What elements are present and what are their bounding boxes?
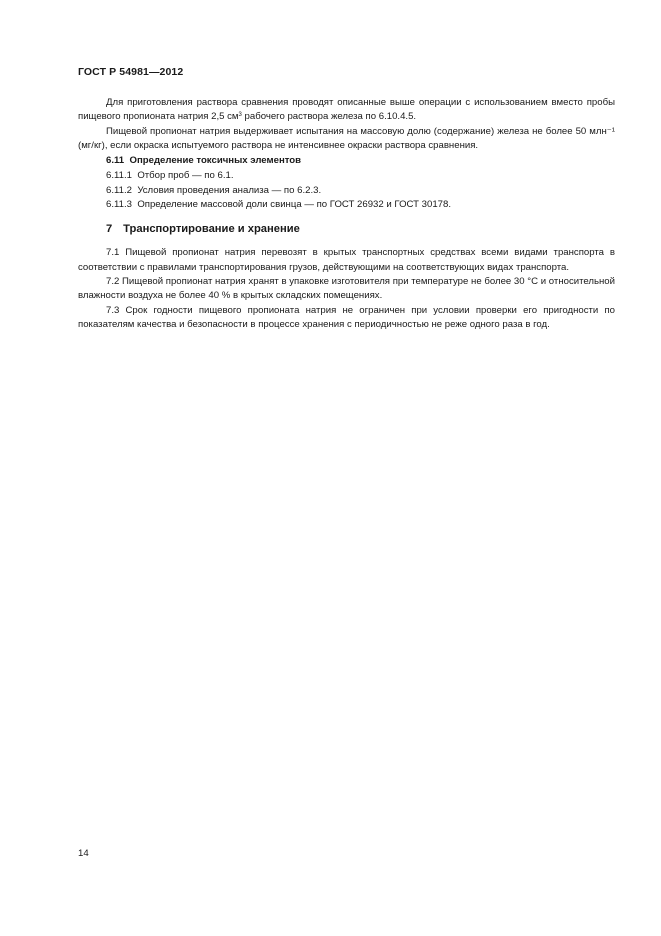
page-number: 14: [78, 848, 89, 859]
paragraph-text: рабочего раствора железа по 6.10.4.5.: [241, 111, 417, 123]
subsection-item: [78, 169, 615, 183]
paragraph-7-3: 7.3 Срок годности пищевого пропионата натрия не ограничен при условии проверки его пригодности по показателям качества и безопасности в процессе хранения с периодичностью не реже одного раза в год.: [78, 304, 615, 330]
section-6-11-heading: [78, 154, 615, 168]
section-heading-text: Транспортирование и хранение: [123, 223, 300, 236]
section-number: 7: [106, 223, 113, 236]
subsection-item: [78, 184, 615, 198]
paragraph-text: Для приготовления раствора сравнения проводят описанные выше операции с использованием вместо пробы пищевого пропионата натрия 2,5 см: [78, 97, 615, 123]
subsection-number: 6.11.2: [106, 184, 132, 196]
subsection-text: Определение массовой доли свинца — по ГОСТ 26932 и ГОСТ 30178.: [137, 199, 452, 211]
subsection-text: Отбор проб — по 6.1.: [137, 170, 234, 182]
superscript: 3: [238, 112, 242, 119]
section-7-heading: [78, 222, 615, 237]
paragraph-reference-solution: [78, 96, 615, 125]
section-heading-text: Определение токсичных элементов: [129, 155, 302, 167]
paragraph-7-1: 7.1 Пищевой пропионат натрия перевозят в крытых транспортных средствах всеми видами транспорта в соответствии с правилами транспортирования грузов, действующими на соответствующих видах транспорта.: [78, 247, 615, 273]
section-number: 6.11: [106, 155, 125, 167]
subsection-number: 6.11.1: [106, 170, 132, 182]
subsection-item: [78, 198, 615, 212]
subsection-number: 6.11.3: [106, 199, 132, 211]
paragraph-7-2: 7.2 Пищевой пропионат натрия хранят в упаковке изготовителя при температуре не более 30 °С и относительной влажности воздуха не более 40 % в крытых складских помещениях.: [78, 275, 615, 302]
document-body: [78, 96, 615, 332]
subsection-text: Условия проведения анализа — по 6.2.3.: [137, 184, 322, 196]
document-header: ГОСТ Р 54981—2012: [78, 66, 184, 78]
paragraph-iron-test: Пищевой пропионат натрия выдерживает испытания на массовую долю (содержание) железа не более 50 млн⁻¹ (мг/кг), если окраска испытуемого раствора не интенсивнее окраски раствора сравнения.: [78, 125, 615, 151]
